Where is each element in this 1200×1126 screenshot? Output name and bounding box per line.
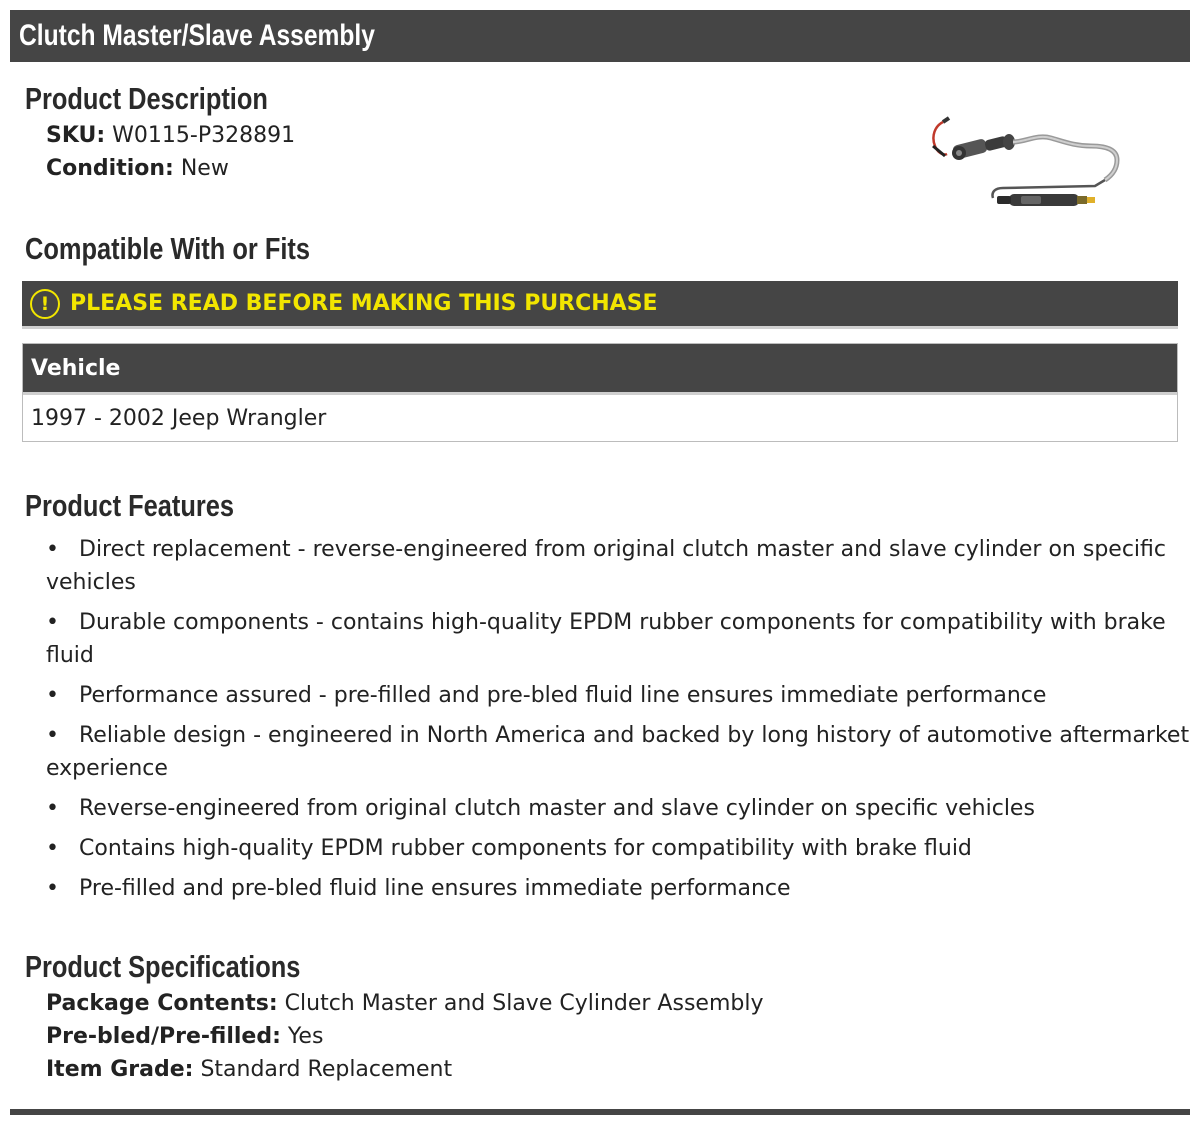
purchase-warning-text: PLEASE READ BEFORE MAKING THIS PURCHASE	[70, 291, 658, 316]
warning-icon: !	[30, 289, 60, 319]
product-image	[925, 112, 1125, 218]
package-contents-label: Package Contents:	[46, 991, 278, 1016]
bullet-icon: •	[46, 537, 59, 562]
item-grade-value: Standard Replacement	[200, 1057, 453, 1082]
condition-value: New	[180, 156, 229, 181]
prebled-line	[46, 1022, 323, 1052]
bullet-icon: •	[46, 876, 59, 901]
bullet-icon: •	[46, 723, 59, 748]
product-specifications-heading: Product Specifications	[25, 949, 301, 984]
page-title: Clutch Master/Slave Assembly	[19, 19, 375, 52]
list-item: • Reverse-engineered from original clutch master and slave cylinder on specific vehicles	[46, 792, 1191, 825]
bullet-icon: •	[46, 796, 59, 821]
prebled-value: Yes	[287, 1024, 324, 1049]
bullet-icon: •	[46, 836, 59, 861]
bottom-divider	[10, 1109, 1190, 1115]
list-item: • Performance assured - pre-filled and pre-bled fluid line ensures immediate performance	[46, 679, 1191, 712]
sku-label: SKU:	[46, 123, 106, 148]
condition-line	[46, 154, 229, 184]
sku-line	[46, 121, 295, 151]
list-item: • Durable components - contains high-quality EPDM rubber components for compatibility with brake fluid	[46, 606, 1191, 672]
list-item: • Direct replacement - reverse-engineered from original clutch master and slave cylinder on specific vehicles	[46, 533, 1191, 599]
page-title-bar	[10, 10, 1190, 62]
bullet-icon: •	[46, 683, 59, 708]
item-grade-line	[46, 1055, 452, 1085]
product-description-heading: Product Description	[25, 81, 268, 116]
vehicle-table	[22, 343, 1178, 442]
condition-label: Condition:	[46, 156, 174, 181]
item-grade-label: Item Grade:	[46, 1057, 194, 1082]
sku-value: W0115-P328891	[112, 123, 296, 148]
vehicle-table-header: Vehicle	[23, 344, 1177, 395]
list-item: • Contains high-quality EPDM rubber components for compatibility with brake fluid	[46, 832, 1191, 865]
product-features-heading: Product Features	[25, 488, 235, 523]
list-item: • Pre-filled and pre-bled fluid line ensures immediate performance	[46, 872, 1191, 905]
compatibility-heading: Compatible With or Fits	[25, 231, 311, 266]
prebled-label: Pre-bled/Pre-filled:	[46, 1024, 281, 1049]
bullet-icon: •	[46, 610, 59, 635]
package-contents-line	[46, 989, 763, 1019]
purchase-warning-bar	[22, 281, 1178, 329]
package-contents-value: Clutch Master and Slave Cylinder Assembly	[284, 991, 764, 1016]
table-row: 1997 - 2002 Jeep Wrangler	[23, 395, 1177, 441]
list-item: • Reliable design - engineered in North America and backed by long history of automotive aftermarket experience	[46, 719, 1191, 785]
features-list	[46, 533, 1191, 912]
